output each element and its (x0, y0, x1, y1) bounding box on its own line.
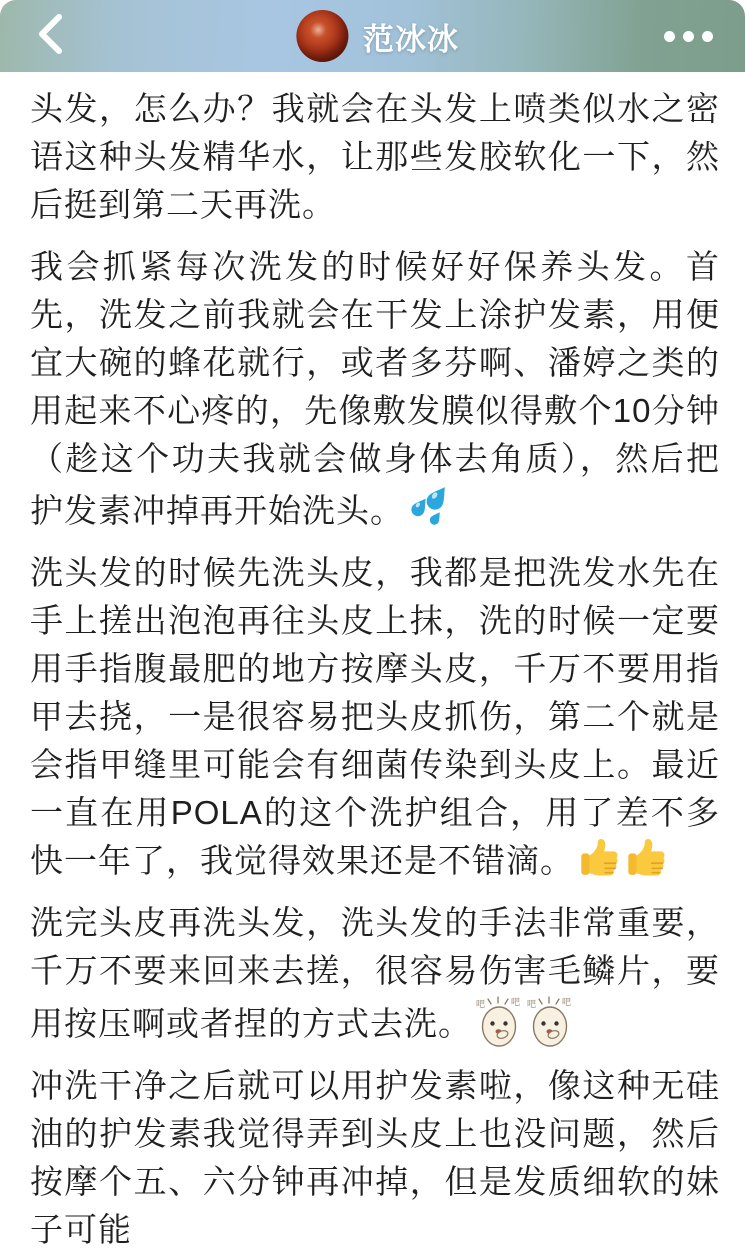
contact-header-group (296, 10, 459, 62)
thumbs-up-emoji (626, 837, 668, 879)
ellipsis-icon (664, 31, 675, 42)
svg-text:吧: 吧 (476, 999, 487, 1009)
contact-avatar[interactable] (296, 10, 348, 62)
svg-text:吧: 吧 (562, 997, 573, 1007)
paragraph: 冲洗干净之后就可以用护发素啦，像这种无硅油的护发素我觉得弄到头皮上也没问题，然后按摩个五、六分钟再冲掉，但是发质细软的妹子可能 (30, 1067, 720, 1248)
paragraph: 我会抓紧每次洗发的时候好好保养头发。首先，洗发之前我就会在干发上涂护发素，用便宜大碗的蜂花就行，或者多芬啊、潘婷之类的用起来不心疼的，先像敷发膜似得敷个10分钟（趁这个功夫我就会做身体去角质），然后把护发素冲掉再开始洗头。 (30, 248, 720, 529)
paragraph: 头发，怎么办？我就会在头发上喷类似水之密语这种头发精华水，让那些发胶软化一下，然后挺到第二天再洗。 (30, 90, 720, 223)
ellipsis-icon (683, 31, 694, 42)
chat-header (0, 0, 745, 72)
paragraph: 洗完头皮再洗头发，洗头发的手法非常重要，千万不要来回来去搓，很容易伤害毛鳞片，要用按压啊或者捏的方式去洗。 吧 吧 吧 吧 (30, 899, 720, 1048)
lip-smacking-sticker (526, 995, 574, 1047)
thumbs-up-emoji (579, 837, 621, 879)
more-options-button[interactable] (664, 20, 713, 52)
lip-smacking-sticker (475, 995, 523, 1047)
sweat-drops-emoji (409, 483, 455, 529)
article-scroll[interactable] (0, 72, 750, 1254)
back-button[interactable] (30, 11, 70, 61)
paragraph: 洗头发的时候先洗头皮，我都是把洗发水先在手上搓出泡泡再往头皮上抹，洗的时候一定要用手指腹最肥的地方按摩头皮，千万不要用指甲去挠，一是很容易把头皮抓伤，第二个就是会指甲缝里可能会有细菌传染到头皮上。最近一直在用POLA的这个洗护组合，用了差不多快一年了，我觉得效果还是不错滴。 (30, 554, 720, 879)
chevron-left-icon (37, 13, 63, 60)
svg-text:吧: 吧 (527, 999, 538, 1009)
ellipsis-icon (702, 31, 713, 42)
contact-name: 范冰冰 (362, 21, 459, 57)
svg-text:吧: 吧 (511, 997, 522, 1007)
